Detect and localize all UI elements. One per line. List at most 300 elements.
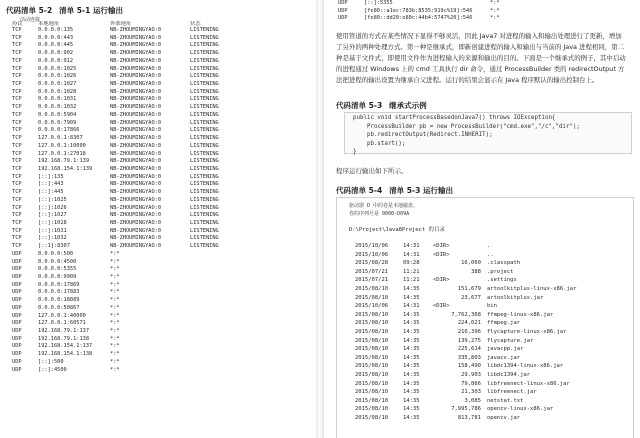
table-cell: [::]:135 [38,173,64,180]
dir-size: 29,903 [461,371,481,378]
dir-name: ffmpeg-linux-x86.jar [487,311,554,318]
table-cell: NB-ZHOUMINGYAO:0 [110,173,162,180]
table-cell: 192.168.154.1:139 [38,165,93,172]
table-row [12,120,219,128]
dir-time: 14:35 [403,397,420,404]
table-cell: 0.0.0.0:7909 [38,119,77,126]
table-cell: UDP [338,15,348,22]
table-row [12,73,219,81]
column-header: 状态 [190,21,201,27]
caption-title: 继承式示例 [389,101,427,110]
table-cell: UDP [12,366,22,373]
table-cell: NB-ZHOUMINGYAO:0 [110,189,162,196]
dir-time: 11:21 [403,277,420,284]
table-cell: NB-ZHOUMINGYAO:0 [110,219,162,226]
table-row [12,66,219,74]
table-cell: *:* [110,358,120,365]
dir-date: 2015/07/21 [355,277,389,284]
table-cell: [::]:1025 [38,196,67,203]
dir-date: 2015/08/10 [355,320,389,327]
table-cell: TCP [12,158,22,165]
dir-name: ffmpeg.jar [487,320,521,327]
dir-size: 7,762,368 [451,311,481,318]
table-cell: UDP [12,343,22,350]
table-cell: LISTENING [190,204,219,211]
table-cell: TCP [12,189,22,196]
dir-size: 158,490 [457,363,481,370]
dir-date: 2015/08/10 [355,285,389,292]
table-cell: 127.0.0.1:27018 [38,150,86,157]
table-cell: NB-ZHOUMINGYAO:0 [110,81,162,88]
table-cell: TCP [12,127,22,134]
table-row [12,166,219,174]
list-item [347,311,627,320]
table-cell: TCP [12,235,22,242]
dir-name: bin [487,303,497,310]
caption-label: 代码清单 5-2 [6,6,53,15]
table-cell: [::]:1027 [38,212,67,219]
dir-size: 7,995,786 [451,406,481,413]
dir-time: 14:35 [403,328,420,335]
left-page [0,0,316,438]
table-cell: [::]:443 [38,181,64,188]
table-cell: NB-ZHOUMINGYAO:0 [110,57,162,64]
dir-date: 2015/10/06 [355,303,389,310]
table-cell: LISTENING [190,158,219,165]
table-cell: NB-ZHOUMINGYAO:0 [110,243,162,250]
table-row [12,81,219,89]
dir-name: flycapture-linux-x86.jar [487,328,567,335]
table-cell: *:* [110,281,120,288]
dir-time: 14:35 [403,371,420,378]
dir-name: .classpath [487,260,521,267]
netstat-table-continued [338,0,500,23]
table-cell: NB-ZHOUMINGYAO:0 [110,196,162,203]
table-cell: NB-ZHOUMINGYAO:0 [110,135,162,142]
list-item [347,294,627,303]
dir-name: .project [487,268,514,275]
table-cell: LISTENING [190,81,219,88]
table-row [12,96,219,104]
dir-date: 2015/08/10 [355,397,389,404]
table-row [12,135,219,143]
table-row [12,259,219,267]
table-cell: LISTENING [190,119,219,126]
table-row [338,0,500,8]
netstat-table [12,27,219,374]
dir-date: 2015/08/10 [355,328,389,335]
table-cell: *:* [110,304,120,311]
table-cell: TCP [12,219,22,226]
table-cell: [::]:500 [38,358,64,365]
table-cell: TCP [12,88,22,95]
dir-name: opencv-linux-x86.jar [487,406,554,413]
dir-time: 14:35 [403,363,420,370]
listing-header: 活动连接 [20,17,41,23]
table-cell: UDP [12,358,22,365]
table-cell: NB-ZHOUMINGYAO:0 [110,34,162,41]
table-cell: [fe80::a1ec:783b:8535:919c%19]:546 [364,7,473,14]
table-cell: 0.0.0.0:4500 [38,258,77,265]
table-row [12,50,219,58]
table-cell: *:* [110,335,120,342]
dir-date: 2015/08/10 [355,363,389,370]
table-row [12,228,219,236]
table-row [12,27,219,35]
table-row [12,42,219,50]
table-cell: *:* [110,320,120,327]
list-item [347,371,627,380]
table-cell: 0.0.0.0:1025 [38,65,77,72]
table-cell: *:* [490,0,500,6]
table-cell: 0.0.0.0:5355 [38,266,77,273]
table-cell: 192.168.154.1:137 [38,343,93,350]
table-cell: TCP [12,111,22,118]
table-cell: LISTENING [190,212,219,219]
table-cell: TCP [12,81,22,88]
table-cell: NB-ZHOUMINGYAO:0 [110,88,162,95]
table-cell: UDP [12,250,22,257]
dir-time: 14:35 [403,406,420,413]
dir-date: 2015/08/10 [355,294,389,301]
table-cell: LISTENING [190,96,219,103]
dir-name: libfreenect.jar [487,389,537,396]
table-cell: NB-ZHOUMINGYAO:0 [110,104,162,111]
table-cell: TCP [12,34,22,41]
table-cell: 192.168.79.1:139 [38,158,90,165]
table-cell: NB-ZHOUMINGYAO:0 [110,227,162,234]
list-item [347,268,627,277]
list-item [347,414,627,423]
table-row [12,313,219,321]
dir-name: libdc1394-linux-x86.jar [487,363,564,370]
table-cell: *:* [110,289,120,296]
dir-time: 09:28 [403,260,420,267]
table-cell: 0.0.0.0:445 [38,42,74,49]
table-cell: TCP [12,196,22,203]
dir-tag: <DIR> [433,303,450,310]
list-item [347,302,627,311]
dir-name: flycapture.jar [487,337,534,344]
table-row [12,305,219,313]
table-cell: NB-ZHOUMINGYAO:0 [110,235,162,242]
table-cell: *:* [110,266,120,273]
dir-size: 225,614 [457,346,481,353]
code-line: pb.start(); [353,140,406,147]
table-cell: TCP [12,212,22,219]
table-cell: LISTENING [190,189,219,196]
dir-listing [347,242,627,422]
list-item [347,380,627,389]
dir-size: 3,085 [464,397,481,404]
list-item [347,405,627,414]
table-cell: TCP [12,204,22,211]
dir-time: 14:35 [403,414,420,421]
table-cell: [::]:1026 [38,204,67,211]
table-cell: [::]:4500 [38,366,67,373]
table-cell: NB-ZHOUMINGYAO:0 [110,127,162,134]
table-row [12,235,219,243]
table-row [338,15,500,23]
table-cell: TCP [12,57,22,64]
table-cell: LISTENING [190,50,219,57]
table-row [12,158,219,166]
table-row [12,289,219,297]
table-cell: LISTENING [190,34,219,41]
dir-date: 2015/08/10 [355,389,389,396]
column-header: 外部地址 [110,21,132,27]
table-cell: NB-ZHOUMINGYAO:0 [110,142,162,149]
table-cell: TCP [12,27,22,33]
dir-name: netstat.txt [487,397,524,404]
dir-name: javacv.jar [487,354,521,361]
dir-time: 14:31 [403,303,420,310]
dir-size: 21,303 [461,389,481,396]
table-cell: TCP [12,135,22,142]
table-cell: LISTENING [190,196,219,203]
table-cell: 0.0.0.0:17866 [38,127,80,134]
table-cell: 0.0.0.0:912 [38,57,74,64]
table-cell: LISTENING [190,88,219,95]
table-cell: UDP [12,266,22,273]
column-header: 协议 [12,21,23,27]
table-cell: LISTENING [190,142,219,149]
dir-date: 2015/10/06 [355,251,389,258]
dir-path: D:\Project\Java8Project 的目录 [349,227,445,233]
dir-name: libfreenect-linux-x86.jar [487,380,570,387]
table-cell: TCP [12,243,22,250]
dir-size: 813,781 [457,414,481,421]
table-cell: *:* [110,328,120,335]
table-cell: [::]:1028 [38,219,67,226]
table-cell: NB-ZHOUMINGYAO:0 [110,111,162,118]
table-cell: 0.0.0.0:1031 [38,96,77,103]
table-row [12,181,219,189]
dir-name: artoolkitplus-linux-x86.jar [487,285,577,292]
table-row [12,127,219,135]
table-cell: 0.0.0.0:9909 [38,274,77,280]
dir-date: 2015/08/28 [355,260,389,267]
table-row [12,243,219,251]
table-row [12,282,219,290]
table-cell: NB-ZHOUMINGYAO:0 [110,150,162,157]
table-row [12,328,219,336]
table-cell: NB-ZHOUMINGYAO:0 [110,73,162,80]
dir-name: . [487,243,491,249]
dir-time: 14:35 [403,294,420,301]
table-cell: UDP [12,328,22,335]
table-cell: LISTENING [190,173,219,180]
table-cell: UDP [12,312,22,319]
dir-name: opencv.jar [487,414,521,421]
caption-title: 清单 5-3 运行输出 [389,186,453,195]
table-row [12,320,219,328]
table-cell: UDP [12,274,22,280]
table-cell: 0.0.0.0:500 [38,250,74,257]
list-item [347,354,627,363]
table-cell: NB-ZHOUMINGYAO:0 [110,165,162,172]
table-row [12,251,219,259]
list-item [347,276,627,285]
table-cell: 192.168.154.1:138 [38,351,93,358]
table-cell: *:* [110,343,120,350]
dir-date: 2015/08/10 [355,337,389,344]
code-line: } [353,149,357,155]
table-cell: LISTENING [190,165,219,172]
table-row [12,274,219,282]
dir-date: 2015/08/10 [355,346,389,353]
table-cell: NB-ZHOUMINGYAO:0 [110,96,162,103]
table-cell: TCP [12,42,22,49]
dir-name: javacpp.jar [487,346,524,353]
table-cell: *:* [490,7,500,14]
dir-date: 2015/08/10 [355,414,389,421]
table-cell: [::]:445 [38,189,64,196]
table-cell: UDP [12,258,22,265]
dir-time: 14:35 [403,380,420,387]
table-cell: 127.0.0.1:10000 [38,142,86,149]
table-cell: [::1]:8307 [38,243,70,250]
right-page [324,0,640,438]
dir-time: 14:35 [403,285,420,292]
list-item [347,251,627,260]
table-cell: NB-ZHOUMINGYAO:0 [110,65,162,72]
dir-date: 2015/08/10 [355,311,389,318]
table-cell: LISTENING [190,150,219,157]
table-cell: [::]:1032 [38,235,67,242]
dir-size: 151,679 [457,285,481,292]
dir-date: 2015/08/10 [355,371,389,378]
listing-caption [6,5,123,16]
volume-line: 卷的序列号是 0000-D09A [349,211,410,217]
table-cell: LISTENING [190,219,219,226]
table-cell: 0.0.0.0:443 [38,34,74,41]
list-item [347,388,627,397]
table-cell: *:* [110,258,120,265]
code-lines [345,113,631,157]
dir-name: .. [487,251,494,258]
table-cell: LISTENING [190,104,219,111]
table-cell: UDP [338,7,348,14]
table-row [12,151,219,159]
code-listing [344,112,632,154]
run-text: 程序运行输出如下所示。 [336,167,408,175]
table-cell: LISTENING [190,65,219,72]
table-cell: LISTENING [190,27,219,33]
dir-time: 14:31 [403,243,420,249]
table-cell: LISTENING [190,227,219,234]
table-row [12,174,219,182]
table-cell: LISTENING [190,57,219,64]
dir-date: 2015/08/10 [355,380,389,387]
table-cell: TCP [12,119,22,126]
table-cell: 127.0.0.1:60571 [38,320,86,327]
dir-time: 14:35 [403,320,420,327]
dir-size: 335,803 [457,354,481,361]
dir-size: 388 [471,268,481,275]
list-item [347,259,627,268]
table-cell: 0.0.0.0:18889 [38,297,80,304]
table-cell: LISTENING [190,42,219,49]
table-cell: NB-ZHOUMINGYAO:0 [110,204,162,211]
table-cell: 192.168.79.1:138 [38,335,90,342]
dir-date: 2015/08/10 [355,354,389,361]
table-row [12,367,219,375]
table-cell: TCP [12,104,22,111]
table-cell: 0.0.0.0:1028 [38,88,77,95]
table-cell: UDP [12,289,22,296]
table-cell: 192.168.79.1:137 [38,328,90,335]
page-gutter [316,0,324,438]
table-cell: TCP [12,181,22,188]
table-cell: *:* [110,312,120,319]
dir-name: artoolkitplus.jar [487,294,544,301]
table-row [12,266,219,274]
table-cell: TCP [12,96,22,103]
table-cell: LISTENING [190,181,219,188]
table-cell: UDP [338,0,348,6]
table-row [12,112,219,120]
dir-size: 23,677 [461,294,481,301]
caption-label: 代码清单 5-4 [336,186,383,195]
table-cell: LISTENING [190,135,219,142]
table-cell: TCP [12,165,22,172]
list-item [347,319,627,328]
table-row [12,58,219,66]
table-cell: 0.0.0.0:50867 [38,304,80,311]
table-cell: TCP [12,73,22,80]
dir-time: 14:35 [403,337,420,344]
table-cell: TCP [12,173,22,180]
table-row [12,35,219,43]
table-cell: [::]:1031 [38,227,67,234]
dir-tag: <DIR> [433,277,450,284]
dir-size: 79,866 [461,380,481,387]
table-cell: 0.0.0.0:17883 [38,289,80,296]
table-cell: NB-ZHOUMINGYAO:0 [110,119,162,126]
table-cell: *:* [110,366,120,373]
body-paragraph: 使用管道的方式在某些情况下显得不够灵活，因此 Java7 对进程的输入和输出处理进行了更新，增加了另外的两种处理方式。第一种是继承式，即新创建进程的输入和输出与当前的 Java 进程相同，第二种是基于文件式，即使用文件作为进程输入的来源和输出的目的。下面是一个继承式的例子，其中启动的进程通过 Windows 上的 cmd 工具执行 dir 命令，通过 ProcessBuilder 类的 redirectOutput 方法把进程的输出设置为继承自父进程。运行的结果会显示在 Java 程序默认的输出控制台上。 [336,32,626,85]
dir-size: 224,021 [457,320,481,327]
list-item [347,285,627,294]
table-cell: UDP [12,351,22,358]
table-row [12,343,219,351]
dir-time: 14:31 [403,251,420,258]
table-cell: 0.0.0.0:135 [38,27,74,33]
output-caption [336,185,453,196]
table-cell: LISTENING [190,73,219,80]
table-cell: 127.0.0.1:8307 [38,135,83,142]
table-row [12,212,219,220]
dir-output-box [336,197,634,438]
table-cell: NB-ZHOUMINGYAO:0 [110,42,162,49]
dir-date: 2015/10/06 [355,243,389,249]
dir-name: libdc1394.jar [487,371,531,378]
table-cell: *:* [110,274,120,280]
list-item [347,328,627,337]
volume-line: 驱动器 D 中的卷是本地磁盘。 [349,203,419,209]
table-row [12,205,219,213]
list-item [347,242,627,251]
dir-name: .settings [487,277,517,284]
table-row [12,351,219,359]
table-row [12,143,219,151]
table-cell: TCP [12,150,22,157]
table-cell: LISTENING [190,111,219,118]
table-cell: NB-ZHOUMINGYAO:0 [110,181,162,188]
table-row [12,189,219,197]
table-cell: *:* [110,351,120,358]
